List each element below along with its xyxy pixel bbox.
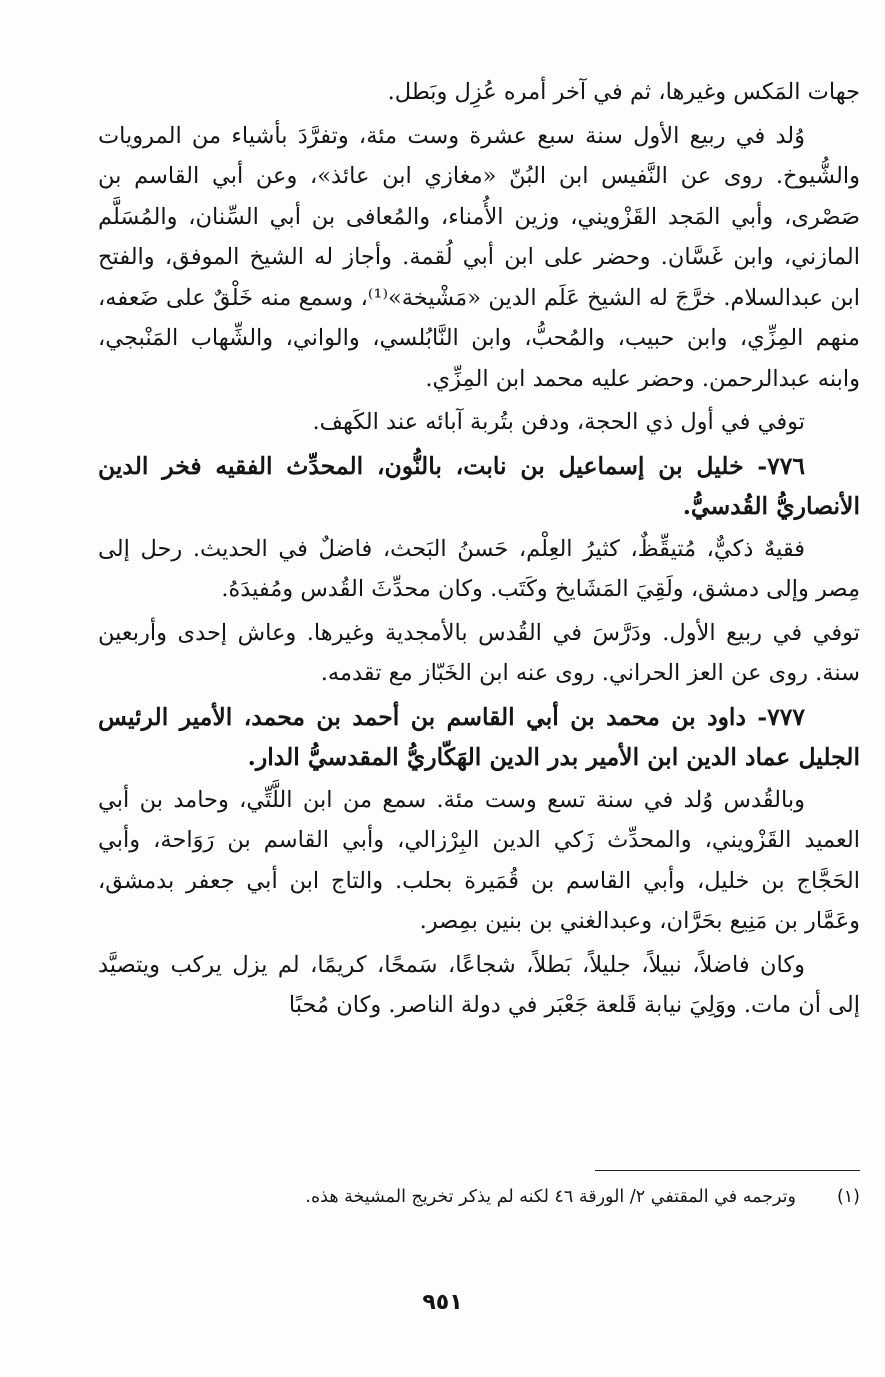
paragraph-dawud-character: وكان فاضلاً، نبيلاً، جليلاً، بَطلاً، شجاعًا، سَمحًا، كريمًا، لم يزل يركب ويتصيَّد إلى أن مات. ووَلِيَ نيابة قَلعة جَعْبَر في دولة الناصر. وكان مُحبًا [98, 951, 860, 1018]
entry-heading-776: ٧٧٦- خليل بن إسماعيل بن نابت، بالنُّون، المحدِّث الفقيه فخر الدين الأنصاريُّ القُدسيُّ. [98, 451, 860, 520]
paragraph-death: توفي في أول ذي الحجة، ودفن بتُربة آبائه عند الكَهف. [312, 409, 805, 435]
footnote-text: وترجمه في المقتفي ٢/ الورقة ٤٦ لكنه لم يذكر تخريج المشيخة هذه. [305, 1187, 796, 1207]
paragraph-dawud-teachers: وبالقُدس وُلد في سنة تسع وست مئة. سمع من ابن اللَّتِّي، وحامد بن أبي العميد القَزْويني، والمحدِّث زَكي الدين البِرْزالي، وأبي القاسم بن رَوَاحة، وأبي الحَجَّاج بن خليل، وأبي القاسم بن قُمَيرة بحلب. والتاج ابن أبي جعفر بدمشق، وعَمَّار بن مَنِيع بحَرَّان، وعبدالغني بن بنين بمِصر. [98, 786, 860, 934]
main-text-block [98, 72, 860, 1029]
footnote-marker: (١) [836, 1187, 860, 1207]
entry-heading-777: ٧٧٧- داود بن محمد بن أبي القاسم بن أحمد بن محمد، الأمير الرئيس الجليل عماد الدين ابن الأمير بدر الدين الهَكّاريُّ المقدسيُّ الدار. [98, 702, 860, 771]
paragraph-continuation: جهات المَكس وغيرها، ثم في آخر أمره عُزِل وبَطل. [387, 79, 860, 105]
page-number: ٩٥١ [422, 1290, 463, 1315]
paragraph-birth-and-teachers: وُلد في ربيع الأول سنة سبع عشرة وست مئة، وتفرَّدَ بأشياء من المرويات والشُّيوخ. روى عن النَّفيس ابن البُنّ «مغازي ابن عائذ»، وعن أبي القاسم بن صَصْرى، وأبي المَجد القَزْويني، وزين الأُمناء، والمُعافى بن أبي السِّنان، والمُسَلَّم المازني، وابن غَسَّان. وحضر على ابن أبي لُقمة. وأجاز له الشيخ الموفق، والفتح ابن عبدالسلام. خرَّجَ له الشيخ عَلَم الدين «مَشْيخة»⁽¹⁾، وسمع منه خَلْقٌ على ضَعفه، منهم المِزِّي، وابن حبيب، والمُحبُّ، وابن النَّابُلسي، والواني، والشِّهاب المَنْبجي، وابنه عبدالرحمن. وحضر عليه محمد ابن المِزِّي. [98, 122, 860, 392]
paragraph-khalil-description: فقيهٌ ذكيٌّ، مُتيقِّظٌ، كثيرُ العِلْم، حَسنُ البَحث، فاضلٌ في الحديث. رحل إلى مِصر وإلى دمشق، ولَقِيَ المَشَايخ وكَتَب. وكان محدِّثَ القُدس ومُفيدَهُ. [98, 535, 860, 602]
footnote [60, 1182, 860, 1212]
footnote-divider [595, 1170, 860, 1171]
paragraph-khalil-death: توفي في ربيع الأول. ودَرَّسَ في القُدس بالأمجدية وغيرها. وعاش إحدى وأربعين سنة. روى عن العز الحراني. روى عنه ابن الخَبّاز مع تقدمه. [98, 619, 860, 686]
